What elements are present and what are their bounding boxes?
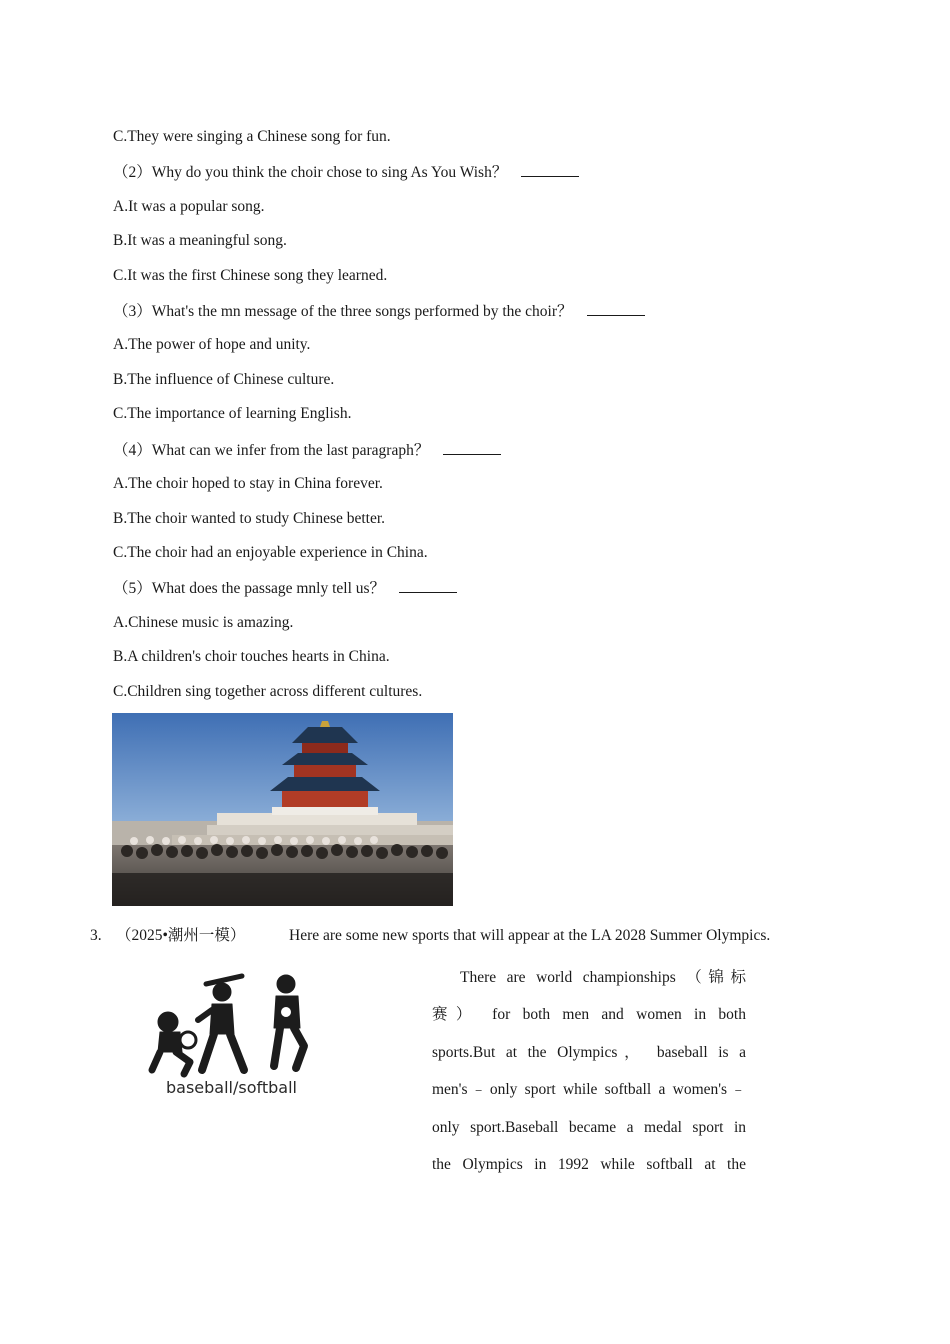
q2-option-a: A.It was a popular song. xyxy=(113,198,265,215)
q4-option-a: A.The choir hoped to stay in China forever. xyxy=(113,475,383,492)
q3-prompt-text: （3）What's the mn message of the three songs performed by the choir？ xyxy=(113,303,573,320)
q4-option-b: B.The choir wanted to study Chinese better. xyxy=(113,510,386,527)
q4-answer-blank xyxy=(443,440,501,455)
q3-option-b: B.The influence of Chinese culture. xyxy=(113,371,335,388)
q2-prompt-text: （2）Why do you think the choir chose to sing As You Wish？ xyxy=(113,164,508,181)
q5-option-c: C.Children sing together across different cultures. xyxy=(113,683,423,700)
q2-option-c: C.It was the first Chinese song they learned. xyxy=(113,267,388,284)
paragraph-line: men's﹣only sport while softball a women's﹣ xyxy=(432,1081,746,1099)
paragraph-line: the Olympics in 1992 while softball at the xyxy=(432,1155,746,1173)
q5-option-b: B.A children's choir touches hearts in China. xyxy=(113,648,390,665)
q5-prompt xyxy=(113,578,457,599)
q3-prompt xyxy=(113,301,645,322)
paragraph-line: 赛） for both men and women in both xyxy=(432,1006,746,1024)
q2-prompt xyxy=(113,162,579,183)
section-3-paragraph xyxy=(432,959,746,1183)
q5-option-a: A.Chinese music is amazing. xyxy=(113,614,294,631)
q3-answer-blank xyxy=(587,301,645,316)
q4-prompt-text: （4）What can we infer from the last paragraph？ xyxy=(113,442,430,459)
q3-option-c: C.The importance of learning English. xyxy=(113,405,352,422)
image-caption: baseball/softball xyxy=(166,1078,297,1097)
section-3-intro: Here are some new sports that will appear at the LA 2028 Summer Olympics. xyxy=(289,927,771,944)
baseball-softball-illustration xyxy=(146,970,316,1102)
q5-answer-blank xyxy=(399,578,457,593)
q3-option-a: A.The power of hope and unity. xyxy=(113,336,311,353)
paragraph-line: There are world championships （锦标 xyxy=(460,969,746,986)
q2-option-b: B.It was a meaningful song. xyxy=(113,232,287,249)
photo-illustration xyxy=(112,713,453,906)
q4-option-c: C.The choir had an enjoyable experience in China. xyxy=(113,544,428,561)
section-3-number: 3. xyxy=(90,927,102,944)
q4-prompt xyxy=(113,440,501,461)
paragraph-line: sports.But at the Olympics， baseball is a xyxy=(432,1043,746,1061)
q5-prompt-text: （5）What does the passage mnly tell us？ xyxy=(113,580,386,597)
temple-of-heaven-choir-photo xyxy=(112,713,453,906)
paragraph-line: only sport.Baseball became a medal sport in xyxy=(432,1118,746,1136)
section-3-source: （2025•潮州一模） xyxy=(116,927,246,944)
q2-answer-blank xyxy=(521,162,579,177)
q1-option-c: C.They were singing a Chinese song for fun. xyxy=(113,128,391,145)
